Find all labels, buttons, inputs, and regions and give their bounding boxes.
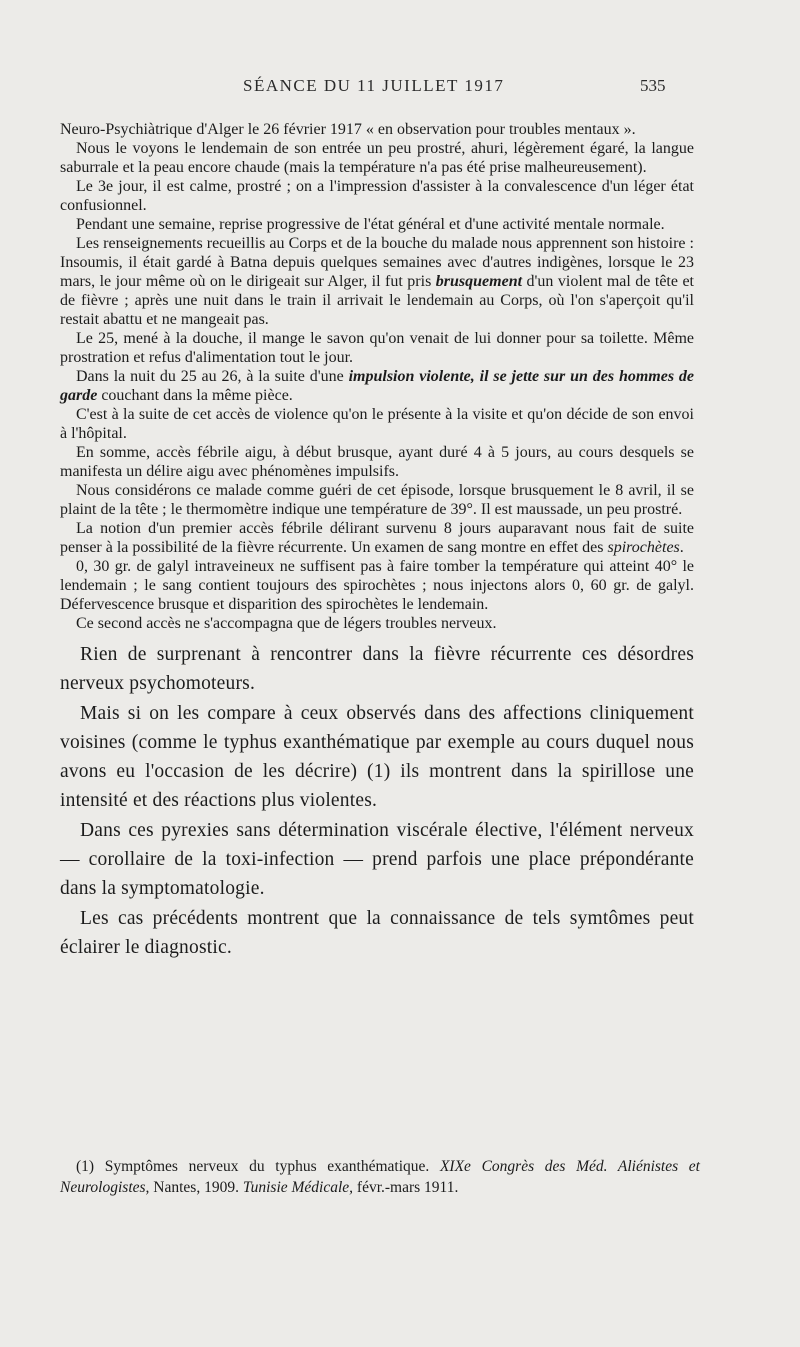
paragraph (60, 367, 694, 405)
paragraph: 0, 30 gr. de galyl intraveineux ne suffisent pas à faire tomber la température qui atteint 40° le lendemain ; le sang contient toujours des spirochètes ; nous injectons alors 0, 60 gr. de galyl. Défervescence brusque et disparition des spirochètes le lendemain. (60, 558, 694, 613)
emphasis: XIXe Congrès des Méd. Aliénistes et Neurologistes, (60, 1158, 700, 1196)
paragraph: Neuro-Psychiàtrique d'Alger le 26 février 1917 « en observation pour troubles mentaux ». (60, 121, 636, 138)
emphasis: brusquement (435, 273, 523, 290)
paragraph: Ce second accès ne s'accompagna que de légers troubles nerveux. (76, 615, 497, 632)
text-run: La notion d'un premier accès fébrile délirant survenu 8 jours auparavant nous fait de suite penser à la possibilité de la fièvre récurrente. Un examen de sang montre en effet des (60, 520, 694, 556)
paragraph: Pendant une semaine, reprise progressive de l'état général et d'une activité mentale normale. (76, 216, 665, 233)
paragraph: Les cas précédents montrent que la connaissance de tels symtômes peut éclairer le diagnostic. (60, 907, 694, 958)
discussion (60, 640, 694, 962)
text-run: Nantes, 1909. (149, 1179, 243, 1196)
paragraph: Rien de surprenant à rencontrer dans la fièvre récurrente ces désordres nerveux psychomoteurs. (60, 644, 694, 695)
paragraph: Mais si on les compare à ceux observés dans des affections cliniquement voisines (comme le typhus exanthématique par exemple au cours duquel nous avons eu l'occasion de les décrire) (1) ils montrent dans la spirillose une intensité et des réactions plus violentes. (60, 702, 694, 812)
paragraph (60, 519, 694, 557)
emphasis: spirochètes (607, 539, 680, 556)
text-run: févr.-mars 1911. (353, 1179, 459, 1196)
footnote (60, 1156, 700, 1198)
paragraph: Le 25, mené à la douche, il mange le savon qu'on venait de lui donner pour sa toilette. Même prostration et refus d'alimentation tout le jour. (60, 330, 694, 366)
page-number: 535 (640, 76, 666, 95)
text-run: Les renseignements recueillis au Corps et de la bouche du malade nous apprennent son histoire : Insoumis, il était gardé à Batna depuis quelques semaines avec d'autres indigènes, lorsque le 23 mars, le jour même où on le dirigeait sur Alger, il fut pris (60, 235, 694, 290)
text-run: (1) Symptômes nerveux du typhus exanthématique. (76, 1158, 440, 1175)
paragraph: C'est à la suite de cet accès de violence qu'on le présente à la visite et qu'on décide de son envoi à l'hôpital. (60, 406, 694, 442)
text-run: . (679, 539, 684, 556)
paragraph: En somme, accès fébrile aigu, à début brusque, ayant duré 4 à 5 jours, au cours desquels se manifesta un délire aigu avec phénomènes impulsifs. (60, 444, 694, 480)
body-text (60, 120, 694, 962)
paragraph: Le 3e jour, il est calme, prostré ; on a l'impression d'assister à la convalescence d'un léger état confusionnel. (60, 178, 694, 214)
emphasis: impulsion violente, il se jette sur un des hommes de garde (60, 368, 695, 404)
page-header (0, 76, 800, 100)
paragraph: Nous le voyons le lendemain de son entrée un peu prostré, ahuri, légèrement égaré, la langue saburrale et la peau encore chaude (mais la température n'a pas été prise malheureusement). (60, 140, 694, 176)
paragraph: Dans ces pyrexies sans détermination viscérale élective, l'élément nerveux — corollaire de la toxi-infection — prend parfois une place prépondérante dans la symptomatologie. (60, 819, 694, 900)
running-head: SÉANCE DU 11 JUILLET 1917 (243, 76, 505, 95)
paragraph: Nous considérons ce malade comme guéri de cet épisode, lorsque brusquement le 8 avril, il se plaint de la tête ; le thermomètre indique une température de 39°. Il est maussade, un peu prostré. (60, 482, 694, 518)
case-report (60, 120, 694, 633)
text-run: Dans la nuit du 25 au 26, à la suite d'une (76, 368, 349, 385)
emphasis: Tunisie Médicale, (242, 1179, 354, 1196)
text-run: d'un violent mal de tête et de fièvre ; après une nuit dans le train il arrivait le lendemain au Corps, où l'on s'aperçoit qu'il restait abattu et ne mangeait pas. (60, 273, 695, 328)
text-run: couchant dans la même pièce. (97, 387, 293, 404)
paragraph (60, 234, 694, 329)
